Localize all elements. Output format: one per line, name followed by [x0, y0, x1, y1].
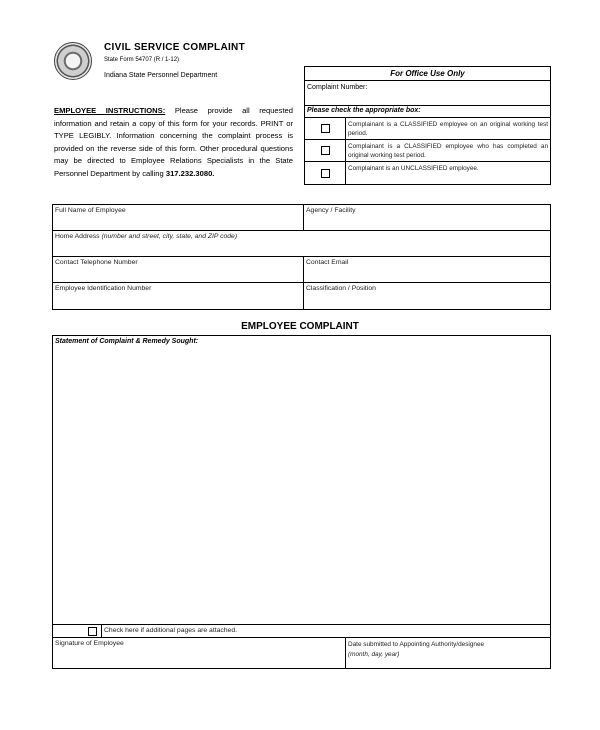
state-seal-icon	[54, 42, 92, 80]
instructions-body: Please provide all requested information and retain a copy of this form for your records. PRINT or TYPE LEGIBLY. Information concerning the complaint process is provided on the reverse side of this form. Other procedural questions may be directed to Employee Relations Specialists in the State Personnel Department by calling	[54, 106, 293, 178]
additional-pages-checkbox[interactable]	[88, 627, 97, 636]
check-box-instruction: Please check the appropriate box:	[305, 106, 550, 118]
employee-id-field[interactable]	[53, 283, 304, 309]
section-title: EMPLOYEE COMPLAINT	[241, 321, 359, 332]
classification-field[interactable]	[304, 283, 550, 309]
employee-id-label: Employee Identification Number	[55, 285, 152, 292]
option-row	[305, 162, 550, 184]
telephone-field[interactable]	[53, 257, 304, 282]
telephone-label: Contact Telephone Number	[55, 259, 138, 266]
option-text: Complainant is an UNCLASSIFIED employee.	[348, 165, 479, 172]
full-name-field[interactable]	[53, 205, 304, 230]
agency-field[interactable]	[304, 205, 550, 230]
form-title: CIVIL SERVICE COMPLAINT	[104, 42, 245, 53]
department-name: Indiana State Personnel Department	[104, 72, 218, 79]
complaint-number-label: Complaint Number:	[307, 84, 368, 91]
office-use-box	[304, 66, 551, 185]
home-address-field[interactable]	[53, 231, 550, 256]
option-row	[305, 140, 550, 162]
email-field[interactable]	[304, 257, 550, 282]
employee-instructions	[54, 105, 293, 180]
instructions-phone: 317.232.3080.	[165, 168, 215, 178]
instructions-lead: EMPLOYEE INSTRUCTIONS:	[54, 106, 166, 115]
date-submitted-field[interactable]	[346, 638, 550, 668]
form-number: State Form 54707 (R / 1-12)	[104, 57, 180, 63]
full-name-label: Full Name of Employee	[55, 207, 126, 214]
email-label: Contact Email	[306, 259, 349, 266]
complaint-number-field[interactable]	[305, 81, 550, 106]
attachment-row	[52, 625, 551, 638]
classification-label: Classification / Position	[306, 285, 376, 292]
option-text: Complainant is a CLASSIFIED employee on an original working test period.	[348, 121, 548, 137]
option-row	[305, 118, 550, 140]
attach-label: Check here if additional pages are attached.	[104, 627, 238, 634]
unclassified-checkbox[interactable]	[321, 169, 330, 178]
home-address-hint: (number and street, city, state, and ZIP code)	[101, 233, 238, 240]
complaint-statement-field[interactable]	[52, 335, 551, 625]
signature-label: Signature of Employee	[55, 640, 124, 647]
date-label: Date submitted to Appointing Authority/designee	[348, 641, 485, 648]
signature-field[interactable]	[53, 638, 346, 668]
statement-label: Statement of Complaint & Remedy Sought:	[55, 338, 199, 345]
agency-label: Agency / Facility	[306, 207, 356, 214]
signature-row	[52, 638, 551, 669]
classified-completed-checkbox[interactable]	[321, 146, 330, 155]
employee-info-table	[52, 204, 551, 310]
classified-test-period-checkbox[interactable]	[321, 124, 330, 133]
office-use-title: For Office Use Only	[305, 67, 550, 81]
option-text: Complainant is a CLASSIFIED employee who has completed an original working test period.	[348, 143, 548, 159]
date-hint: (month, day, year)	[348, 651, 400, 658]
home-address-label: Home Address	[55, 233, 102, 240]
